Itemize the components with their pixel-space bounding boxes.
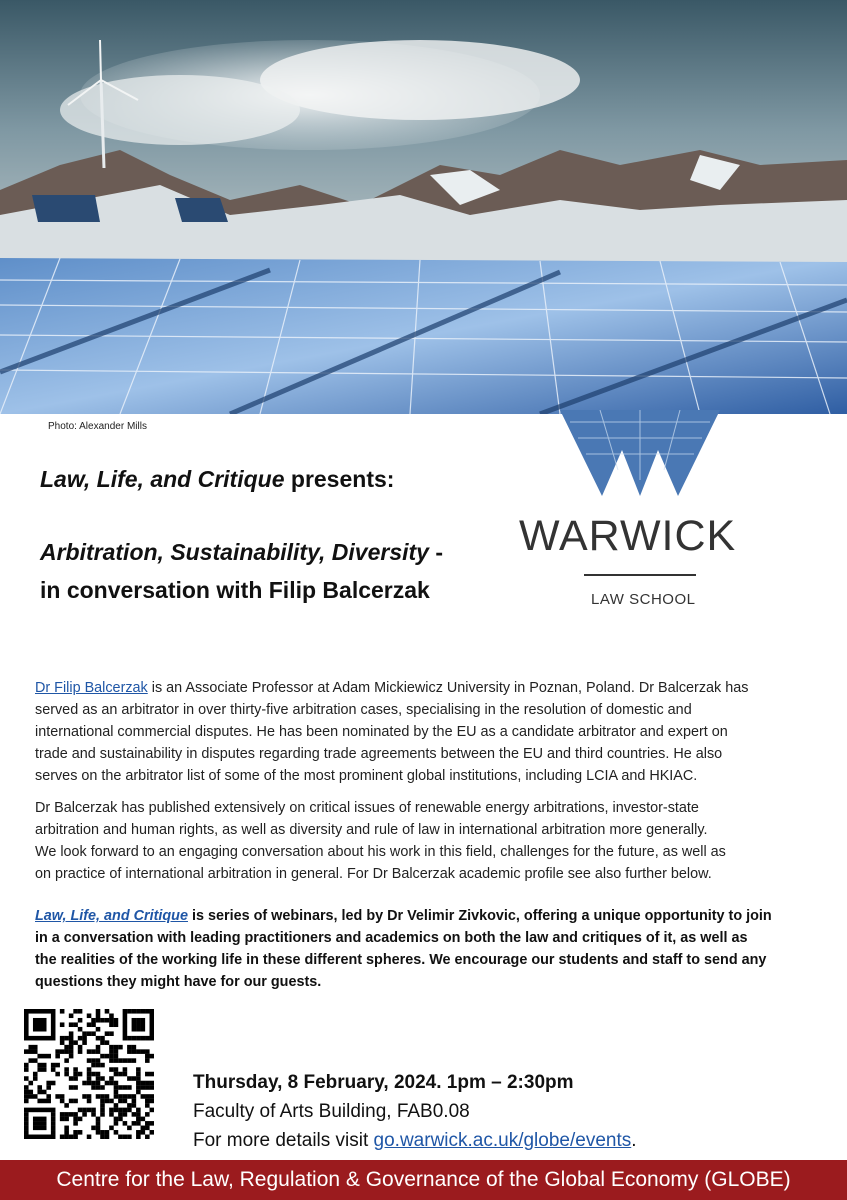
logo-divider — [584, 574, 696, 576]
publications-paragraph: Dr Balcerzak has published extensively on critical issues of renewable energy arbitrations, investor-state arbitration and human rights, as well as diversity and rule of law in international arbitration more generally. We look forward to an engaging conversation about his work in this field, challenges for the future, as well as on practice of international arbitration in general. For Dr Balcerzak academic profile see also further below. — [35, 800, 726, 882]
topic-title: Arbitration, Sustainability, Diversity — [40, 539, 429, 565]
warwick-w-icon — [560, 410, 720, 500]
event-location: Faculty of Arts Building, FAB0.08 — [193, 1101, 470, 1122]
warwick-wordmark: WARWICK — [519, 512, 737, 560]
events-link[interactable]: go.warwick.ac.uk/globe/events — [373, 1130, 632, 1151]
presents-label: presents: — [284, 466, 395, 492]
event-datetime: Thursday, 8 February, 2024. 1pm – 2:30pm — [193, 1072, 574, 1093]
bio-paragraph: Dr Filip Balcerzak is an Associate Professor at Adam Mickiewicz University in Poznan, Poland. Dr Balcerzak has served as an arbitrator in over thirty-five arbitration cases, specialising in the resolution of domestic and international commercial disputes. He has been nominated by the EU as a candidate arbitrator and expert on trade and sustainability in disputes regarding trade agreements between the EU and third countries. He also serves on the arbitrator list of some of the most prominent global institutions, including LCIA and HKIAC. — [35, 680, 749, 784]
hero-photo — [0, 0, 847, 414]
law-school-label: LAW SCHOOL — [591, 591, 696, 608]
speaker-profile-link[interactable]: Dr Filip Balcerzak — [35, 680, 148, 696]
solar-panels-photo — [0, 0, 847, 414]
series-link[interactable]: Law, Life, and Critique — [35, 908, 188, 924]
event-details: For more details visit go.warwick.ac.uk/globe/events. — [193, 1130, 637, 1151]
series-paragraph: Law, Life, and Critique is series of webinars, led by Dr Velimir Zivkovic, offering a unique opportunity to join in a conversation with leading practitioners and academics on both the law and critiques of it, as well as the realities of the working life in these different spheres. We encourage our students and staff to send any questions they might have for our guests. — [35, 908, 772, 990]
footer-banner: Centre for the Law, Regulation & Governance of the Global Economy (GLOBE) — [0, 1160, 847, 1200]
event-heading — [40, 464, 394, 494]
qr-code-icon[interactable] — [24, 1009, 154, 1139]
photo-credit: Photo: Alexander Mills — [48, 421, 147, 432]
topic-heading-line1: Arbitration, Sustainability, Diversity - — [40, 539, 444, 565]
topic-heading-line2: in conversation with Filip Balcerzak — [40, 577, 430, 603]
series-title: Law, Life, and Critique — [40, 466, 285, 492]
